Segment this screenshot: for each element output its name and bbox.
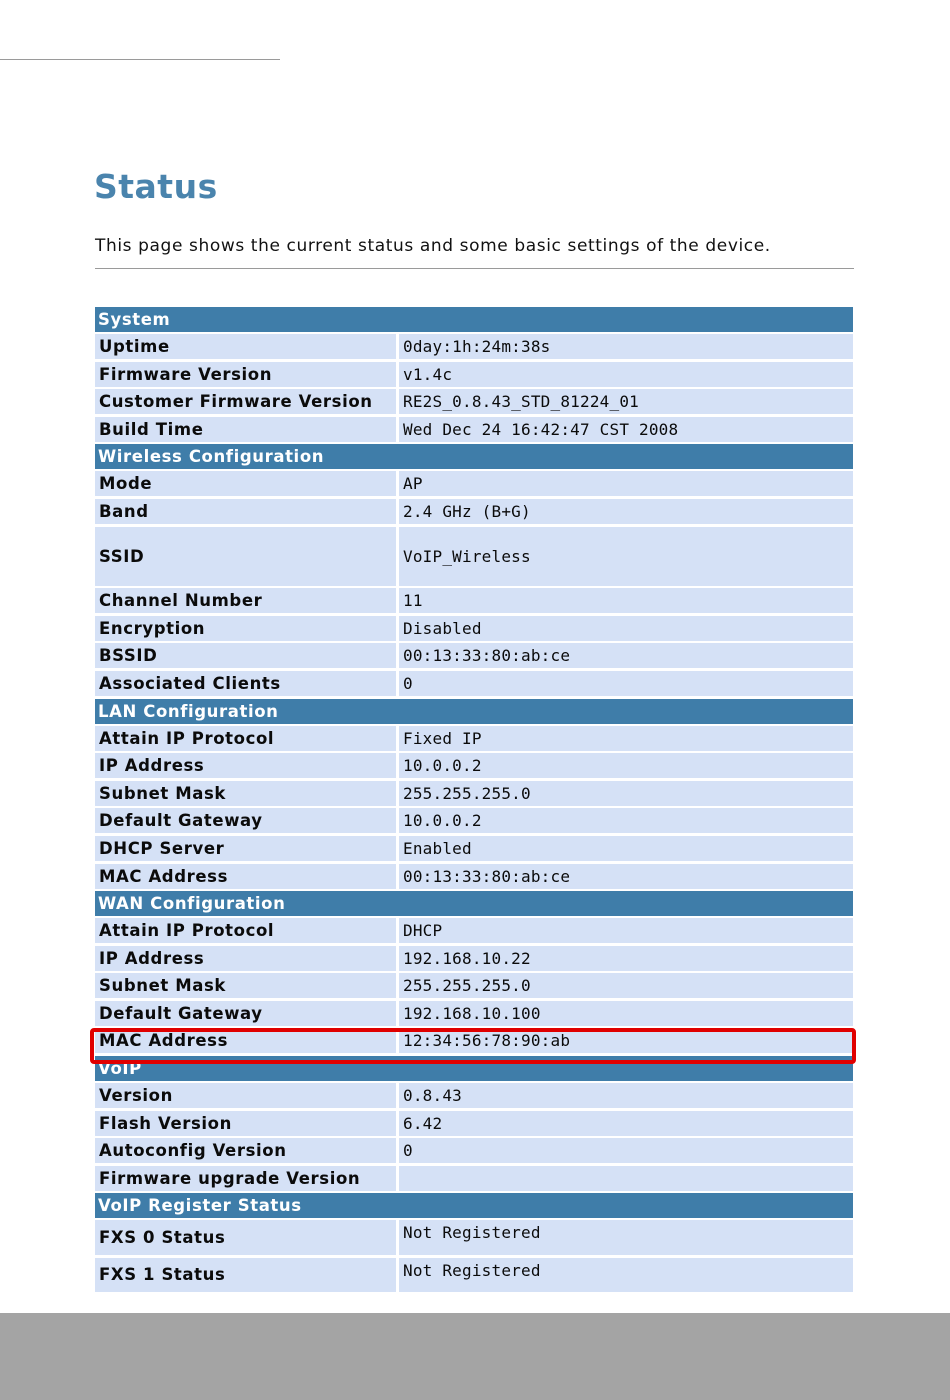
- row-label-associated-clients: Associated Clients: [95, 671, 396, 696]
- row-value-fxs-0-status: Not Registered: [399, 1220, 853, 1255]
- table-row: [95, 753, 853, 778]
- row-value-build-time: Wed Dec 24 16:42:47 CST 2008: [399, 417, 853, 442]
- row-label-lan-mac-address: MAC Address: [95, 864, 396, 889]
- row-label-firmware-version: Firmware Version: [95, 362, 396, 387]
- section-header-lan: LAN Configuration: [95, 699, 853, 724]
- row-value-wan-default-gateway: 192.168.10.100: [399, 1001, 853, 1026]
- row-value-channel-number: 11: [399, 588, 853, 613]
- table-row: [95, 671, 853, 696]
- table-row: [95, 362, 853, 387]
- row-value-lan-ip-address: 10.0.0.2: [399, 753, 853, 778]
- section-header-voip-register-status: VoIP Register Status: [95, 1193, 853, 1218]
- table-row: [95, 499, 853, 524]
- row-value-version: 0.8.43: [399, 1083, 853, 1108]
- top-divider: [0, 59, 280, 60]
- table-row: [95, 918, 853, 943]
- table-row: [95, 527, 853, 586]
- section-header-wireless: Wireless Configuration: [95, 444, 853, 469]
- wan-mac-address-highlight: [90, 1028, 856, 1064]
- row-value-associated-clients: 0: [399, 671, 853, 696]
- row-label-version: Version: [95, 1083, 396, 1108]
- table-row: [95, 946, 853, 971]
- row-label-lan-default-gateway: Default Gateway: [95, 808, 396, 833]
- row-label-encryption: Encryption: [95, 616, 396, 641]
- row-value-lan-mac-address: 00:13:33:80:ab:ce: [399, 864, 853, 889]
- row-label-autoconfig-version: Autoconfig Version: [95, 1138, 396, 1163]
- row-label-firmware-upgrade-version: Firmware upgrade Version: [95, 1166, 396, 1191]
- row-label-build-time: Build Time: [95, 417, 396, 442]
- table-row: [95, 1001, 853, 1026]
- row-label-lan-attain-ip-protocol: Attain IP Protocol: [95, 726, 396, 751]
- table-row: [95, 864, 853, 889]
- row-value-lan-attain-ip-protocol: Fixed IP: [399, 726, 853, 751]
- row-label-bssid: BSSID: [95, 643, 396, 668]
- section-header-system: System: [95, 307, 853, 332]
- table-row: [95, 1258, 853, 1293]
- row-label-wan-ip-address: IP Address: [95, 946, 396, 971]
- row-value-wan-ip-address: 192.168.10.22: [399, 946, 853, 971]
- table-row: [95, 726, 853, 751]
- row-value-bssid: 00:13:33:80:ab:ce: [399, 643, 853, 668]
- row-label-wan-mac-address: MAC Address: [95, 1028, 396, 1053]
- table-row: [95, 808, 853, 833]
- table-row: [95, 1083, 853, 1108]
- table-row: [95, 334, 853, 359]
- row-value-fxs-1-status: Not Registered: [399, 1258, 853, 1293]
- row-label-band: Band: [95, 499, 396, 524]
- row-value-ssid: VoIP_Wireless: [399, 527, 853, 586]
- table-row: [95, 417, 853, 442]
- row-label-customer-firmware-version: Customer Firmware Version: [95, 389, 396, 414]
- row-label-wan-attain-ip-protocol: Attain IP Protocol: [95, 918, 396, 943]
- row-label-channel-number: Channel Number: [95, 588, 396, 613]
- table-row: [95, 836, 853, 861]
- table-row: [95, 781, 853, 806]
- row-label-ssid: SSID: [95, 527, 396, 586]
- status-table: [95, 307, 853, 1295]
- row-label-lan-ip-address: IP Address: [95, 753, 396, 778]
- table-row: [95, 1111, 853, 1136]
- section-header-wan: WAN Configuration: [95, 891, 853, 916]
- table-row: [95, 588, 853, 613]
- row-value-lan-dhcp-server: Enabled: [399, 836, 853, 861]
- page-description: This page shows the current status and some basic settings of the device.: [95, 236, 771, 256]
- row-label-fxs-0-status: FXS 0 Status: [95, 1220, 396, 1255]
- row-value-uptime: 0day:1h:24m:38s: [399, 334, 853, 359]
- row-value-lan-default-gateway: 10.0.0.2: [399, 808, 853, 833]
- description-divider: [95, 268, 854, 269]
- row-label-lan-subnet-mask: Subnet Mask: [95, 781, 396, 806]
- row-label-lan-dhcp-server: DHCP Server: [95, 836, 396, 861]
- page-title: Status: [94, 167, 218, 206]
- table-row: [95, 616, 853, 641]
- section-header-voip: VoIP: [95, 1056, 853, 1081]
- row-value-autoconfig-version: 0: [399, 1138, 853, 1163]
- row-label-flash-version: Flash Version: [95, 1111, 396, 1136]
- row-value-wan-subnet-mask: 255.255.255.0: [399, 973, 853, 998]
- table-row: [95, 1220, 853, 1255]
- table-row: [95, 1138, 853, 1163]
- row-value-encryption: Disabled: [399, 616, 853, 641]
- row-label-fxs-1-status: FXS 1 Status: [95, 1258, 396, 1293]
- row-label-wan-subnet-mask: Subnet Mask: [95, 973, 396, 998]
- table-row: [95, 471, 853, 496]
- row-value-firmware-upgrade-version: [399, 1166, 853, 1191]
- row-value-wan-attain-ip-protocol: DHCP: [399, 918, 853, 943]
- row-value-firmware-version: v1.4c: [399, 362, 853, 387]
- row-label-uptime: Uptime: [95, 334, 396, 359]
- table-row: [95, 389, 853, 414]
- row-value-lan-subnet-mask: 255.255.255.0: [399, 781, 853, 806]
- row-value-band: 2.4 GHz (B+G): [399, 499, 853, 524]
- row-value-wan-mac-address: 12:34:56:78:90:ab: [399, 1028, 853, 1053]
- row-value-mode: AP: [399, 471, 853, 496]
- row-value-flash-version: 6.42: [399, 1111, 853, 1136]
- row-label-mode: Mode: [95, 471, 396, 496]
- row-label-wan-default-gateway: Default Gateway: [95, 1001, 396, 1026]
- table-row: [95, 973, 853, 998]
- footer-bar: [0, 1313, 950, 1400]
- table-row: [95, 1166, 853, 1191]
- row-value-customer-firmware-version: RE2S_0.8.43_STD_81224_01: [399, 389, 853, 414]
- table-row: [95, 643, 853, 668]
